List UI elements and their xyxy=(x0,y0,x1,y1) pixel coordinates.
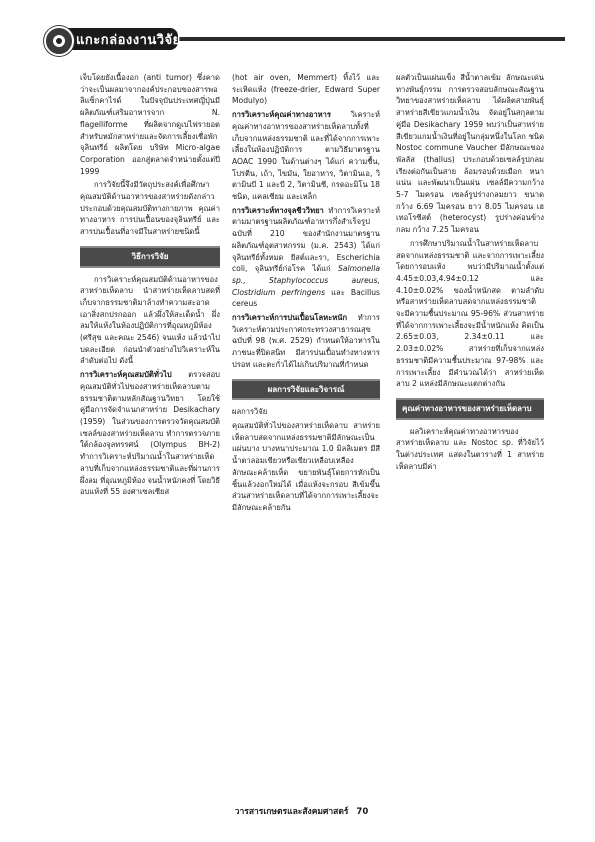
paragraph: เจ็บโดยยังเนื้องอก (anti tumor) ซึ่งคาดว่าจะเป็นผลมาจากองค์ประกอบของสารพอลิแซ็กคาไรด์ ในปัจจุบันประเทศญี่ปุ่นมีผลิตภัณฑ์เสริมอาหารจาก N. flagelliforme ที่ผลิตจากดูเบไฟรายอตสำหรับหมักสาหร่ายและจัดการเลี้ยงเชื่อพักจุลินทรีย์ ผลิตโดย บริษัท Micro-algae Corporation ออกสู่ตลาดจำหน่ายตั้งแต่ปี 1999 xyxy=(80,73,220,176)
subheading: การวิเคราะห์คุณค่าทางอาหาร xyxy=(232,110,331,120)
paragraph: การวิจัยนี้จึงมีวัตถุประสงค์เพื่อศึกษาคุณสมบัติด้านอาหารของสาหร่ายดังกล่าว ประกอบด้วยคุณสมบัติทางกายภาพ คุณค่าทางอาหาร การปนเปื้อนของจุลินทรีย์ และสารปนเปื้อนที่อาจมีในสาหร่ายชนิดนี้ xyxy=(80,180,220,237)
text-column-3 xyxy=(396,72,544,475)
paragraph-text: ทำการวิเคราะห์ตามประกาศกระทรวงสาธารณสุข ฉบับที่ 98 (พ.ศ. 2529) กำหนดให้อาหารในภาชนะที่ปิดสนิท มีสารปนเปื้อนทำงทางหารปรอท และตะกั่วได้ไม่เกินปริมาณที่กำหนด xyxy=(232,313,380,369)
paragraph-text: วิเคราะห์คุณค่าทางอาหารของสาหร่ายเห็ดลาบทั้งที่เก็บจากแหล่งธรรมชาติ และที่ได้จากการเพาะเลี้ยงในห้องปฏิบัติการ ตามวิธีมาตรฐาน AOAC 1990 ในด้านต่างๆ ได้แก่ ความชื้น, โปรตีน, เถ้า, ไขมัน, ใยอาหาร, วิตามินเอ, วิตามินบี 1 และบี 2, วิตามินซี, กรดอะมิโน 18 ชนิด, แคลเซียม และเหล็ก xyxy=(232,110,380,202)
text-column-2 xyxy=(232,72,380,516)
section-header xyxy=(40,24,565,54)
paragraph-text: และ Bacillus cereus xyxy=(232,287,381,309)
subheading: ผลการวิจัย xyxy=(232,407,268,417)
page-footer xyxy=(0,804,595,818)
subheading: การวิเคราะห์ทางจุลชีววิทยา xyxy=(232,205,324,215)
eye-logo-icon xyxy=(44,26,74,56)
paragraph: การวิเคราะห์คุณสมบัติด้านอาหารของสาหร่ายเห็ดลาบ นำสาหร่ายเห็ดลาบสดที่เก็บจากธรรมชาติมาล้างทำความสะอาดเอาสิ่งสกปรกออก แล้วผึ่งให้สะเด็ดน้ำ ผึ่งลมให้แห้งในห้องปฏิบัติการที่อุณหภูมิห้อง (ศรีสุข และคณะ 2546) จนแห้ง แล้วนำไปบดละเอียด ก่อนนำตัวอย่างไปวิเคราะห์ในลำดับต่อไป ดังนี้ xyxy=(80,274,220,366)
paragraph xyxy=(232,205,380,310)
page-number: 70 xyxy=(356,807,369,817)
paragraph-text: ตรวจสอบคุณสมบัติทั่วไปของสาหร่ายเห็ดลาบตามธรรมชาติตามหลักสัณฐานวิทยา โดยใช้คู่มือการจัดจำแนกสาหร่าย Desikachary (1959) ในส่วนของการตรวจวัดคุณสมบัติเซลล์ของสาหร่ายเห็ดลาบ ทำการตรวจภายใต้กล้องจุลทรรศน์ (Olympus BH-2) ทำการวิเคราะห์ปริมาณน้ำในสาหร่ายเห็ดลาบที่เก็บจากแหล่งธรรมชาติและที่ผ่านการผึ่งลม ที่อุณหภูมิห้อง จนน้ำหนักคงที่ โดยวิธีอบแห้งที่ 55 องศาเซลเซียส xyxy=(80,370,221,497)
paragraph: คุณสมบัติทั่วไปของสาหร่ายเห็ดลาบ สาหร่ายเห็ดลาบสดจากแหล่งธรรมชาติมีลักษณะเป็นแผ่นบาง บางหนาประมาณ 1.0 มิลลิเมตร มีสีน้ำตาลอมเขียวหรือเขียวเหลือบเหลือง ลักษณะคล้ายเห็ด ขยายพันธุ์โดยการหักเป็นชิ้นแล้วงอกใหม่ได้ เมื่อแห้งจะกรอบ สีเข้มขึ้น ส่วนสาหร่ายเห็ดลาบที่ได้จากการเพาะเลี้ยงจะมีลักษณะคล้ายกัน xyxy=(232,420,380,512)
paragraph xyxy=(232,109,380,203)
subheading: การวิเคราะห์คุณสมบัติทั่วไป xyxy=(80,370,172,380)
paragraph: (hot air oven, Memmert) ทิ้งไว้ และระเหิดแห้ง (freeze-drier, Edward Super Modulyo) xyxy=(232,73,380,106)
journal-name: วารสารเกษตรและสังคมศาสตร์ xyxy=(234,807,349,817)
results-heading: ผลการวิจัยและวิจารณ์ xyxy=(232,379,380,401)
species-names: Salmonella sp., Staphylococcus aureus, Clostridium perfringens xyxy=(232,264,380,297)
paragraph: ผลตัวเป็นแผ่นแข็ง สีน้ำตาลเข้ม ลักษณะเด่นทางพันธุ์กรรม การตรวจสอบลักษณะสัณฐานวิทยาของสาหร่ายเห็ดลาบ ได้ผลิตสายพันธุ์สาหร่ายสีเขียวแกมน้ำเงิน จัดอยู่ในสกุลตามคู่มือ Desikachary 1959 พบว่าเป็นสาหร่ายสีเขียวแกมน้ำเงินที่อยู่ในกลุ่มหนึ่งในโลก ชนิด Nostoc commune Vaucher มีลักษณะของพัลลัส (thallus) ประกอบด้วยเซลล์รูปกลมเรียงต่อกันเป็นสาย ล้อมรอบด้วยเมือก หนาแน่น และพัฒนาเป็นแผ่น เซลล์มีความกว้าง 5-7 ไมครอน เซลล์รูปร่างกลมยาว ขนาดกว้าง 6.69 ไมครอน ยาว 8.05 ไมครอน เฮเทอโรซีสต์ (heterocyst) รูปร่างค่อนข้างกลม กว้าง 7.25 ไมครอน xyxy=(396,73,544,235)
paragraph: ผลวิเคราะห์คุณค่าทางอาหารของสาหร่ายเห็ดลาบ และ Nostoc sp. ที่วิจัยไว้ในต่างประเทศ แสดงในตารางที่ 1 สาหร่ายเห็ดลาบมีค่า xyxy=(396,426,544,471)
nutrition-heading: คุณค่าทางอาหารของสาหร่ายเห็ดลาบ xyxy=(396,398,544,420)
paragraph xyxy=(80,369,220,498)
paragraph xyxy=(232,312,380,371)
section-label: แกะกล่องงานวิจัย xyxy=(76,32,181,47)
subheading: การวิเคราะห์การปนเปื้อนโลหะหนัก xyxy=(232,313,348,323)
text-column-1 xyxy=(80,72,220,500)
paragraph: การศึกษาปริมาณน้ำในสาหร่ายเห็ดลาบสดจากแหล่งธรรมชาติ และจากการเพาะเลี้ยง โดยการอบแห้ง พบว่ามีปริมาณน้ำตั้งแต่ 4.45±0.03,4.94±0.12 และ 4.10±0.02% ของน้ำหนักสด ตามลำดับ หรือสาหร่ายเห็ดลาบสดจากแหล่งธรรมชาติจะมีความชื้นประมาณ 95-96% ส่วนสาหร่ายที่ได้จากการเพาะเลี้ยงจะมีน้ำหนักแห้ง คิดเป็น 2.65±0.03, 2.34±0.11 และ 2.03±0.02% สาหร่ายที่เก็บจากแหล่งธรรมชาติมีความชื้นประมาณ 97-98% และการเพาะเลี้ยง มีคำนวณได้ว่า สาหร่ายเห็ดลาบ 2 แหล่งมีลักษณะแตกต่างกัน xyxy=(396,238,544,389)
paragraph-text: ทำการวิเคราะห์ตามมาตรฐานผลิตภัณฑ์อาหารกึ่งสำเร็จรูป ฉบับที่ 210 ของสำนักงานมาตรฐานผลิตภัณฑ์อุตสาหกรรม (ม.ค. 2543) ได้แก่ จุลินทรีย์ทั้งหมด ยีสต์และรา, Escherichia coli, จุลินทรีย์ก่อโรค ได้แก่ xyxy=(232,205,380,274)
methods-heading: วิธีการวิจัย xyxy=(80,246,220,268)
